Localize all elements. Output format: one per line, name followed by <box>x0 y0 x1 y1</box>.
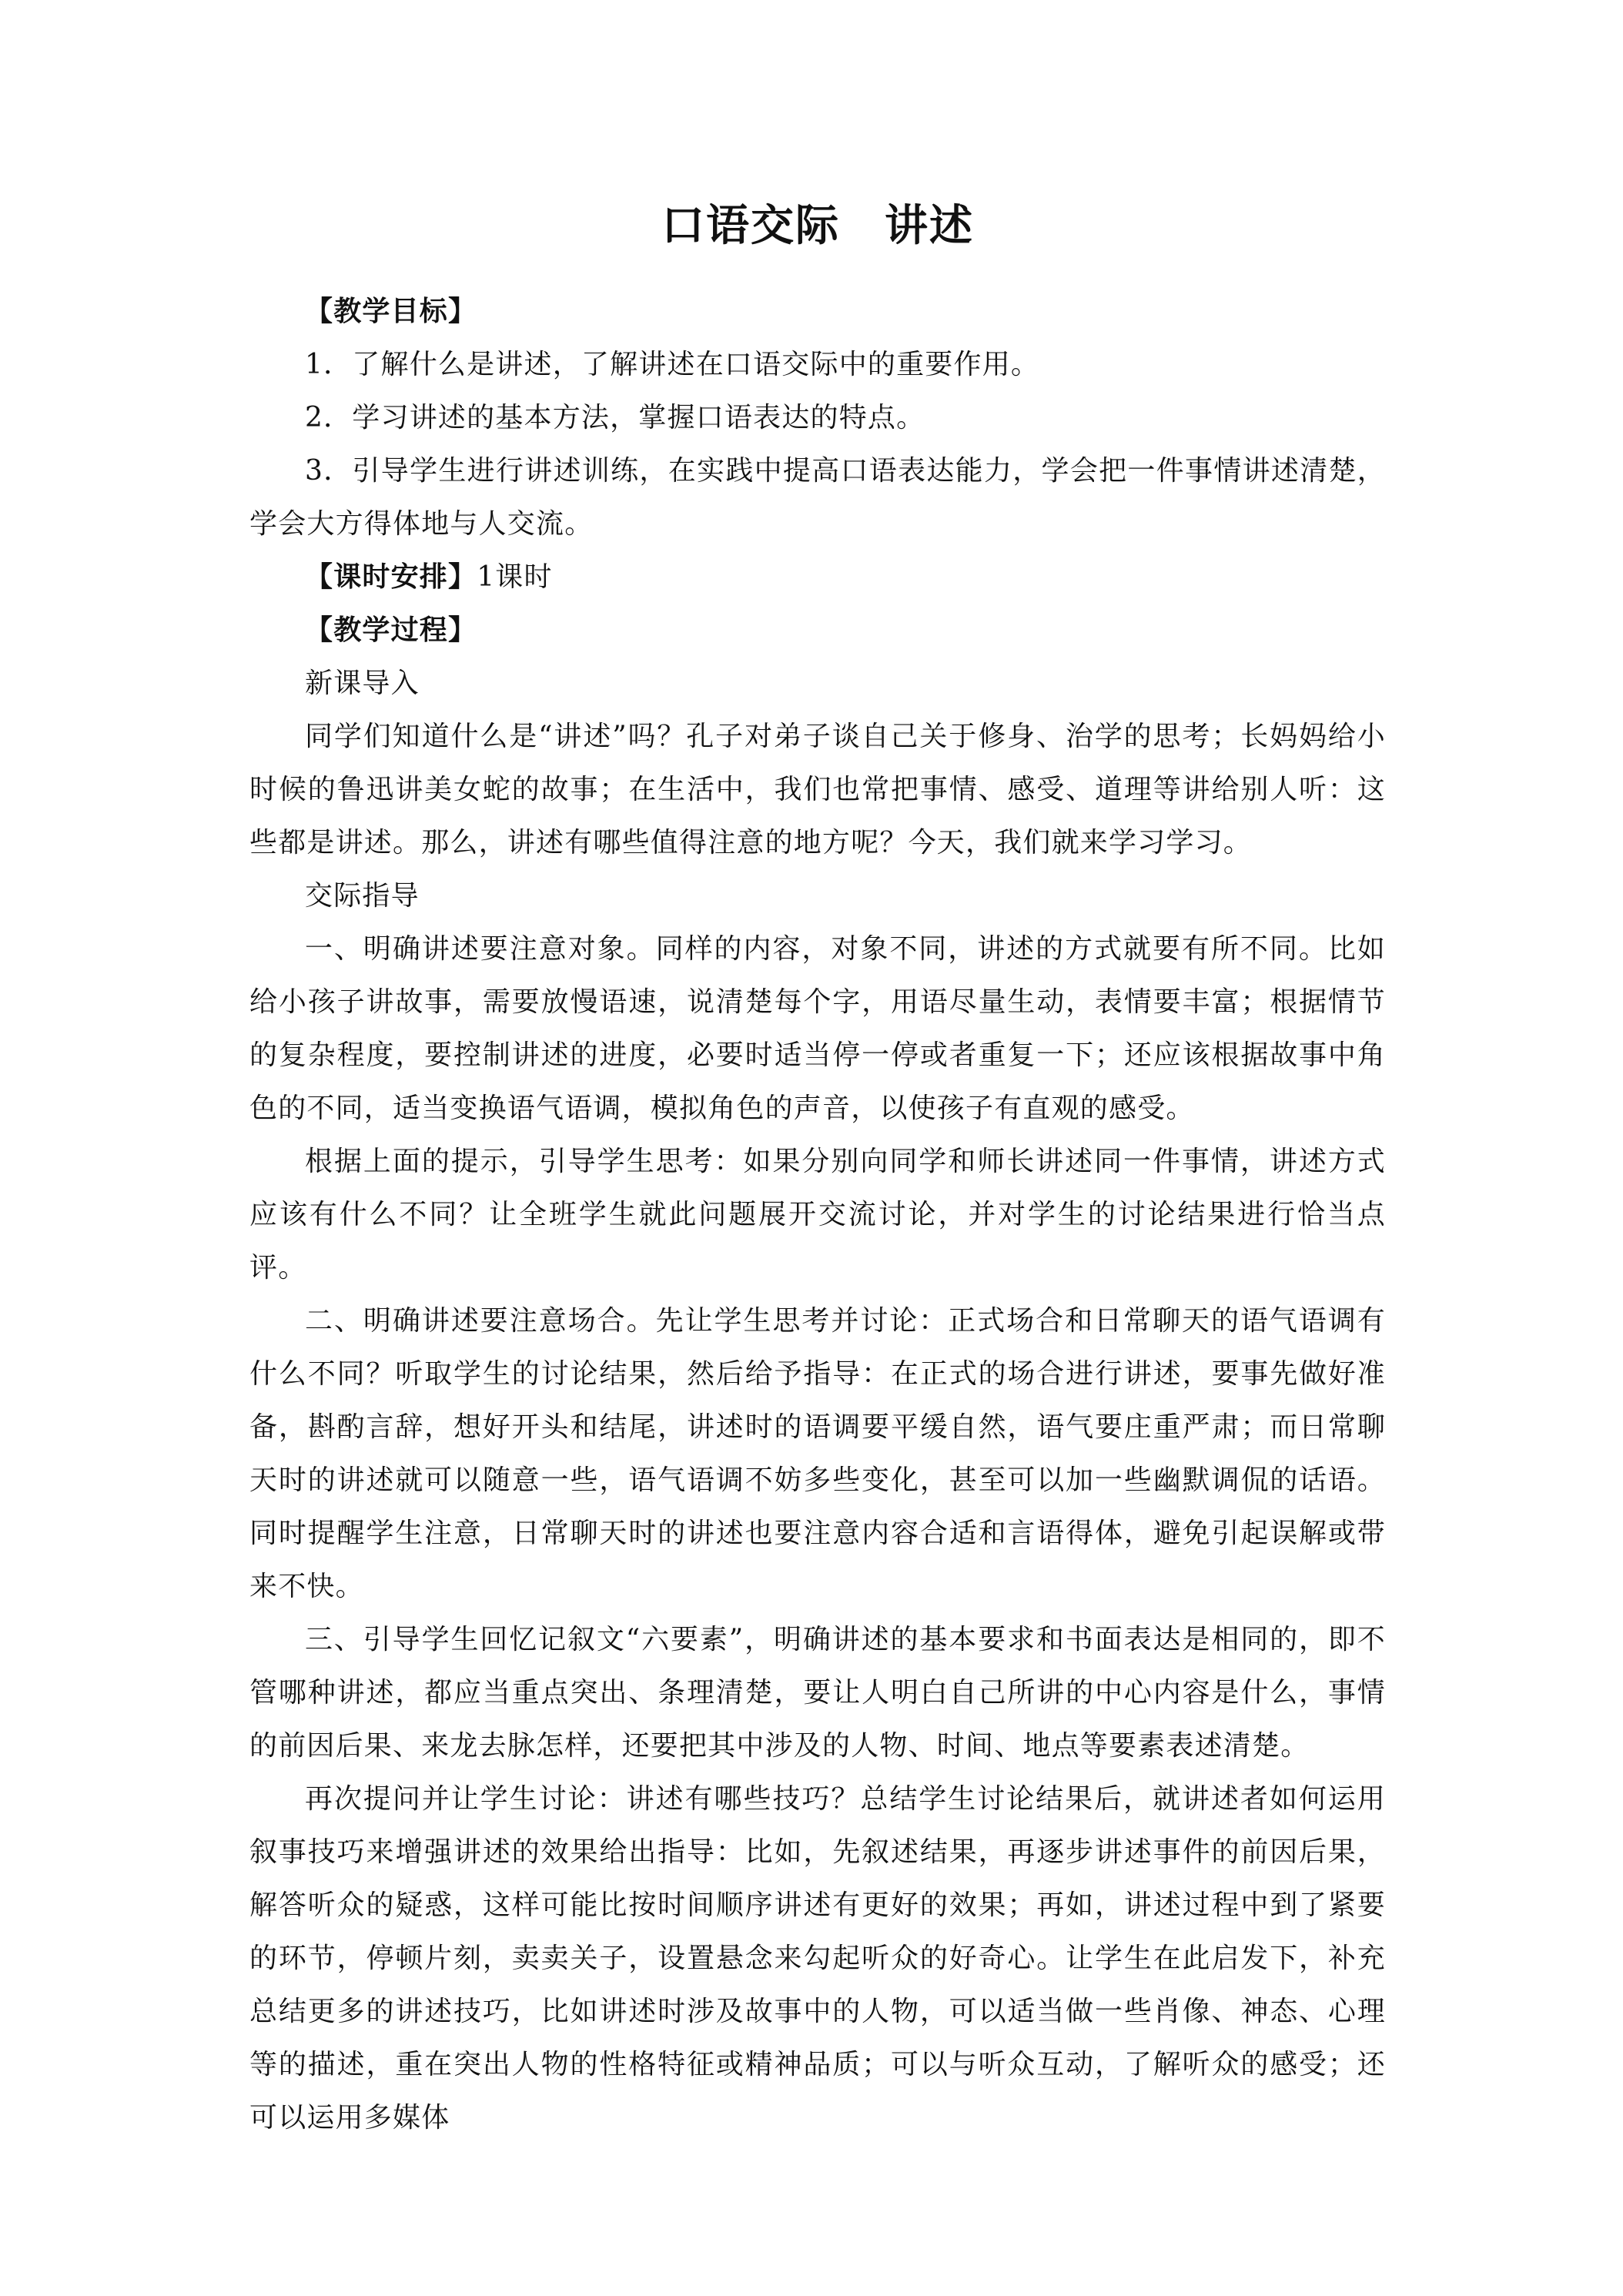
guide-paragraph-5: 再次提问并让学生讨论：讲述有哪些技巧？总结学生讨论结果后，就讲述者如何运用叙事技巧来增强讲述的效果给出指导：比如，先叙述结果，再逐步讲述事件的前因后果，解答听众的疑惑，这样可能比按时间顺序讲述有更好的效果；再如，讲述过程中到了紧要的环节，停顿片刻，卖卖关子，设置悬念来勾起听众的好奇心。让学生在此启发下，补充总结更多的讲述技巧，比如讲述时涉及故事中的人物，可以适当做一些肖像、神态、心理等的描述，重在突出人物的性格特征或精神品质；可以与听众互动，了解听众的感受；还可以运用多媒体 <box>249 1783 1386 2134</box>
guide-heading: 交际指导 <box>305 880 420 912</box>
document-body <box>249 191 1386 2144</box>
guide-paragraph-1: 一、明确讲述要注意对象。同样的内容，对象不同，讲述的方式就要有所不同。比如给小孩子讲故事，需要放慢语速，说清楚每个字，用语尽量生动，表情要丰富；根据情节的复杂程度，要控制讲述的进度，必要时适当停一停或者重复一下；还应该根据故事中角色的不同，适当变换语气语调，模拟角色的声音，以使孩子有直观的感受。 <box>249 933 1386 1124</box>
intro-heading: 新课导入 <box>305 668 420 699</box>
schedule-label: 【课时安排】 <box>305 561 477 593</box>
objective-item-1: 1．了解什么是讲述，了解讲述在口语交际中的重要作用。 <box>305 349 1040 380</box>
process-label: 【教学过程】 <box>305 614 477 646</box>
intro-paragraph: 同学们知道什么是“讲述”吗？孔子对弟子谈自己关于修身、治学的思考；长妈妈给小时候的鲁迅讲美女蛇的故事；在生活中，我们也常把事情、感受、道理等讲给别人听：这些都是讲述。那么，讲述有哪些值得注意的地方呢？今天，我们就来学习学习。 <box>249 721 1386 858</box>
schedule-value: 1课时 <box>477 561 553 593</box>
objective-item-3: 3．引导学生进行讲述训练，在实践中提高口语表达能力，学会把一件事情讲述清楚，学会大方得体地与人交流。 <box>249 455 1386 540</box>
guide-paragraph-3: 二、明确讲述要注意场合。先让学生思考并讨论：正式场合和日常聊天的语气语调有什么不同？听取学生的讨论结果，然后给予指导：在正式的场合进行讲述，要事先做好准备，斟酌言辞，想好开头和结尾，讲述时的语调要平缓自然，语气要庄重严肃；而日常聊天时的讲述就可以随意一些，语气语调不妨多些变化，甚至可以加一些幽默调侃的话语。同时提醒学生注意，日常聊天时的讲述也要注意内容合适和言语得体，避免引起误解或带来不快。 <box>249 1305 1386 1602</box>
process-heading <box>249 604 1386 657</box>
objectives-label: 【教学目标】 <box>305 296 477 327</box>
schedule-line <box>249 551 1386 604</box>
objective-item-2: 2．学习讲述的基本方法，掌握口语表达的特点。 <box>305 402 925 433</box>
objectives-heading <box>249 285 1386 338</box>
guide-paragraph-2: 根据上面的提示，引导学生思考：如果分别向同学和师长讲述同一件事情，讲述方式应该有什么不同？让全班学生就此问题展开交流讨论，并对学生的讨论结果进行恰当点评。 <box>249 1146 1386 1284</box>
guide-paragraph-4: 三、引导学生回忆记叙文“六要素”，明确讲述的基本要求和书面表达是相同的，即不管哪种讲述，都应当重点突出、条理清楚，要让人明白自己所讲的中心内容是什么，事情的前因后果、来龙去脉怎样，还要把其中涉及的人物、时间、地点等要素表述清楚。 <box>249 1624 1386 1762</box>
page-title: 口语交际 讲述 <box>661 201 974 251</box>
